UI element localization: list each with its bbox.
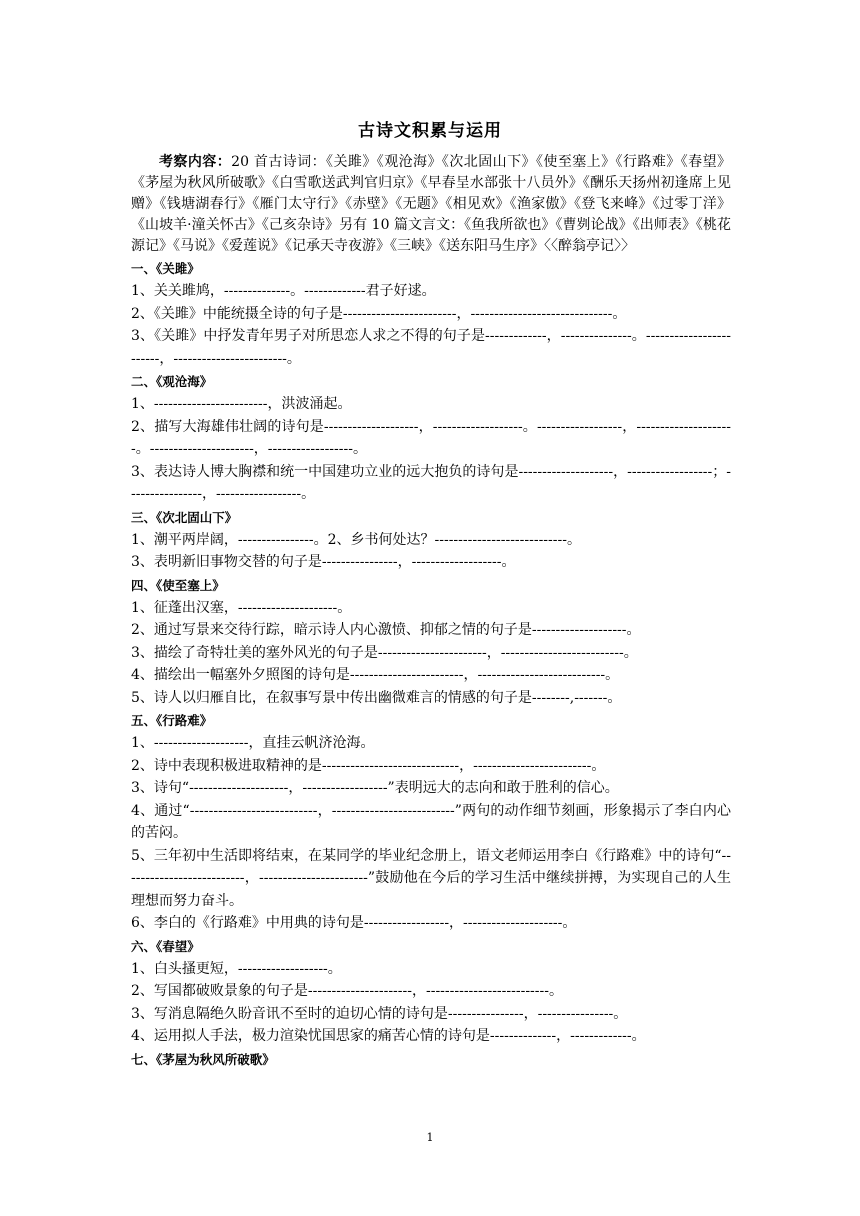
section-heading: 六、《春望》: [131, 938, 200, 954]
question-line: 3、表达诗人博大胸襟和统一中国建功立业的远大抱负的诗句是--------------------，------------------；----------------，------------------。: [131, 463, 731, 502]
section-heading: 五、《行路难》: [131, 713, 213, 728]
question-line: 5、三年初中生活即将结束，在某同学的毕业纪念册上，语文老师运用李白《行路难》中的诗句“--------------------------，-----------------------”鼓励他在今后的学习生活中继续拼搏，为实现自己的人生理想而努力奋斗。: [131, 847, 731, 909]
question-line: 5、诗人以归雁自比，在叙事写景中传出幽微难言的情感的句子是--------,-------。: [131, 689, 622, 706]
section-chunwang: [131, 936, 731, 1048]
question-line: 2、《关雎》中能统摄全诗的句子是------------------------，------------------------------。: [131, 305, 627, 322]
question-line: 3、《关雎》中抒发青年男子对所思恋人求之不得的句子是-------------，---------------。------------------------，------------------------。: [131, 328, 731, 367]
question-line: 1、潮平两岸阔，----------------。2、乡书何处达？----------------------------。: [131, 531, 581, 548]
question-line: 1、------------------------，洪波涌起。: [131, 396, 352, 412]
question-line: 4、通过“---------------------------，--------------------------”两句的动作细节刻画，形象揭示了李白内心的苦闷。: [131, 802, 731, 841]
question-line: 4、描绘出一幅塞外夕照图的诗句是------------------------，---------------------------。: [131, 667, 620, 683]
question-line: 2、描写大海雄伟壮阔的诗句是--------------------，-------------------。------------------，---------------------。----------------------，------------------。: [131, 418, 731, 457]
question-line: 1、关关雎鸠，--------------。-------------君子好逑。: [131, 283, 436, 299]
question-line: 3、表明新旧事物交替的句子是----------------，-------------------。: [131, 554, 516, 570]
exam-scope-paragraph: [131, 152, 731, 257]
section-guanju: [131, 258, 731, 370]
page-number: 1: [426, 1131, 434, 1144]
question-line: 3、写消息隔绝久盼音讯不至时的迫切心情的诗句是----------------，----------------。: [131, 1005, 628, 1022]
question-line: 2、通过写景来交待行踪，暗示诗人内心激愤、抑郁之情的句子是--------------------。: [131, 622, 641, 638]
exam-scope-label: 考察内容：: [159, 154, 232, 170]
section-shizhisaishang: [131, 575, 731, 710]
section-heading: 二、《观沧海》: [131, 374, 213, 389]
question-line: 2、诗中表现积极进取精神的是-----------------------------，-------------------------。: [131, 757, 606, 774]
section-heading: 四、《使至塞上》: [131, 577, 225, 593]
section-maowuweiqiufengsuopoge: [131, 1049, 731, 1071]
exam-scope-text: 20 首古诗词：《关雎》《观沧海》《次北固山下》《使至塞上》《行路难》《春望》《茅屋为秋风所破歌》《白雪歌送武判官归京》《早春呈水部张十八员外》《酬乐天扬州初逢席上见赠》《钱塘湖春行》《雁门太守行》《赤壁》《无题》《相见欢》《渔家傲》《登飞来峰》《过零丁洋》《山坡羊·潼关怀古》《己亥杂诗》另有 10 篇文言文：《鱼我所欲也》《曹刿论战》《出师表》《桃花源记》《马说》《爱莲说》《记承天寺夜游》《三峡》《送东阳马生序》〈〈醉翁亭记〉〉: [131, 154, 732, 254]
page-title: 古诗文积累与运用: [358, 121, 502, 141]
section-heading: 三、《次北固山下》: [131, 509, 238, 525]
section-cibeigushanxia: [131, 507, 731, 574]
question-line: 4、运用拟人手法，极力渲染忧国思家的痛苦心情的诗句是--------------，-------------。: [131, 1028, 646, 1044]
question-line: 1、白头搔更短，-------------------。: [131, 960, 342, 977]
question-line: 2、写国都破败景象的句子是----------------------，--------------------------。: [131, 983, 563, 999]
question-line: 1、征蓬出汉塞，---------------------。: [131, 599, 352, 616]
section-heading: 一、《关雎》: [131, 261, 200, 276]
question-line: 6、李白的《行路难》中用典的诗句是------------------，---------------------。: [131, 915, 577, 931]
section-xinglunan: [131, 710, 731, 935]
question-line: 1、--------------------，直挂云帆济沧海。: [131, 735, 375, 751]
section-guancanghai: [131, 371, 731, 506]
question-line: 3、诗句“---------------------，------------------”表明远大的志向和敢于胜利的信心。: [131, 780, 619, 796]
question-line: 3、描绘了奇特壮美的塞外风光的句子是-----------------------，--------------------------。: [131, 644, 638, 661]
section-heading: 七、《茅屋为秋风所破歌》: [131, 1051, 275, 1067]
document-body: [131, 152, 731, 1071]
